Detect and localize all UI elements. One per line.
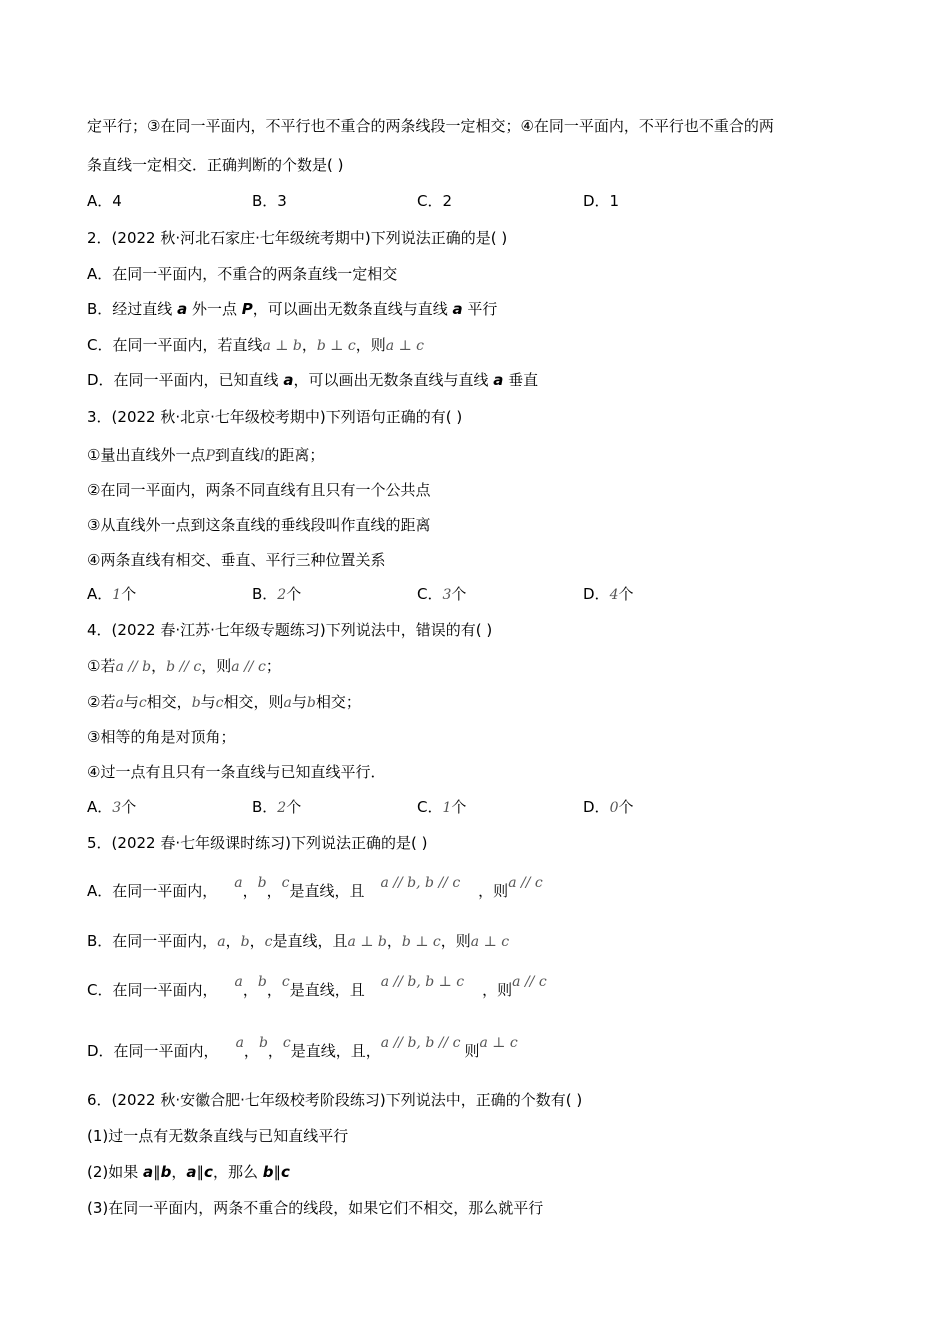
math-variable: c [138, 695, 147, 711]
q1-stem-line2: 条直线一定相交．正确判断的个数是( ) [87, 156, 344, 174]
math-variable: P [241, 300, 253, 318]
option-letter: B． [252, 585, 278, 603]
option-unit: 个 [121, 798, 137, 816]
text-segment: ②若 [87, 693, 116, 711]
math-variable: b [258, 1035, 268, 1051]
math-expression: a ⊥ c [385, 338, 425, 354]
option-letter: C． [417, 798, 443, 816]
math-number: 1 [442, 800, 452, 816]
math-variable: b [191, 695, 201, 711]
parallel-symbol: ∥ [153, 1163, 161, 1181]
option-unit: 个 [618, 798, 634, 816]
text-segment: 是直线，且 [272, 932, 348, 950]
text-segment: ，可以画出无数条直线与直线 [293, 371, 494, 389]
q3-option-d [583, 584, 634, 605]
q4-statement-2 [87, 692, 361, 713]
math-variable: a [186, 1163, 197, 1181]
text-segment: ，则 [201, 657, 232, 675]
math-variable: b [160, 1163, 172, 1181]
math-expression: a // c [508, 875, 543, 891]
text-segment: ， [225, 932, 241, 950]
math-variable: b [240, 934, 250, 950]
text-segment: ，可以画出无数条直线与直线 [252, 300, 453, 318]
parallel-symbol: ∥ [273, 1163, 281, 1181]
q3-statement-4: ④两条直线有相交、垂直、平行三种位置关系 [87, 551, 386, 569]
math-expression: b // c [166, 659, 202, 675]
q4-options [87, 797, 887, 817]
q2-option-a: A．在同一平面内，不重合的两条直线一定相交 [87, 265, 398, 283]
q4-option-b [252, 797, 301, 818]
math-variable: a [283, 695, 292, 711]
text-segment: 是直线，且， [290, 1042, 381, 1060]
text-segment: C．在同一平面内，若直线 [87, 336, 263, 354]
math-expression: a ⊥ b [347, 934, 387, 950]
q1-option-b: B．3 [252, 192, 287, 210]
text-segment: 垂直 [503, 371, 539, 389]
text-segment: A．在同一平面内， [87, 882, 218, 900]
math-variable: a [234, 875, 243, 891]
math-variable: c [280, 1163, 290, 1181]
q4-statement-4: ④过一点有且只有一条直线与已知直线平行． [87, 763, 386, 781]
math-number: 3 [442, 587, 452, 603]
text-segment: ； [265, 657, 281, 675]
q3-option-c [417, 584, 466, 605]
option-letter: A． [87, 585, 113, 603]
q3-option-a [87, 584, 136, 605]
option-unit: 个 [121, 585, 137, 603]
q1-option-c: C．2 [417, 192, 453, 210]
math-variable: a [493, 371, 504, 389]
q5-option-b [87, 931, 509, 952]
option-unit: 个 [618, 585, 634, 603]
q4-option-c [417, 797, 466, 818]
option-letter: B． [252, 798, 278, 816]
text-segment: B．在同一平面内， [87, 932, 218, 950]
text-segment: ， [301, 336, 317, 354]
text-segment: 相交，则 [223, 693, 284, 711]
option-unit: 个 [451, 798, 467, 816]
text-segment: 是直线，且 [289, 981, 365, 999]
q3-stem: 3．(2022 秋·北京·七年级校考期中)下列语句正确的有( ) [87, 408, 463, 426]
math-variable: a [143, 1163, 154, 1181]
math-expression: b ⊥ c [316, 338, 356, 354]
math-variable: a [283, 371, 294, 389]
q4-option-d [583, 797, 634, 818]
q2-option-c [87, 335, 424, 356]
text-segment: 是直线，且 [289, 882, 365, 900]
option-unit: 个 [286, 798, 302, 816]
math-variable: a [452, 300, 463, 318]
math-expression: a // b, b // c [380, 1035, 461, 1051]
q5-option-d: D．在同一平面内， a，b，c是直线，且，a // b, b // c 则a ⊥ c [87, 1035, 518, 1060]
q3-statement-1 [87, 445, 324, 466]
math-expression: a ⊥ b [262, 338, 302, 354]
option-letter: D． [583, 798, 610, 816]
text-segment: ， [249, 932, 265, 950]
parallel-symbol: ∥ [196, 1163, 205, 1181]
text-segment: 则 [464, 1042, 480, 1060]
option-letter: A． [87, 798, 113, 816]
math-expression: a // b, b ⊥ c [380, 974, 465, 990]
text-segment: 相交， [146, 693, 192, 711]
math-expression: a // c [231, 659, 266, 675]
text-segment: ， [171, 1163, 187, 1181]
q6-statement-2 [87, 1162, 290, 1182]
q1-stem-line1: 定平行；③在同一平面内，不平行也不重合的两条线段一定相交；④在同一平面内，不平行也不重合的两 [87, 117, 774, 135]
q3-statement-3: ③从直线外一点到这条直线的垂线段叫作直线的距离 [87, 516, 431, 534]
text-segment: ， [386, 932, 402, 950]
math-variable: c [281, 974, 290, 990]
text-segment: 与 [291, 693, 307, 711]
q2-option-b [87, 299, 497, 319]
text-segment: ，那么 [212, 1163, 263, 1181]
text-segment: 与 [123, 693, 139, 711]
math-number: 2 [277, 800, 287, 816]
math-number: 0 [609, 800, 619, 816]
q5-stem: 5．(2022 春·七年级课时练习)下列说法正确的是( ) [87, 834, 428, 852]
text-segment: 到直线 [214, 446, 260, 464]
option-unit: 个 [286, 585, 302, 603]
math-number: 1 [112, 587, 122, 603]
math-variable: P [205, 448, 215, 464]
math-variable: c [204, 1163, 213, 1181]
text-segment: D．在同一平面内， [87, 1042, 219, 1060]
option-letter: C． [417, 585, 443, 603]
math-variable: c [215, 695, 224, 711]
text-segment: 相交； [315, 693, 361, 711]
math-number: 2 [277, 587, 287, 603]
q4-option-a [87, 797, 136, 818]
math-number: 4 [609, 587, 619, 603]
q4-stem: 4．(2022 春·江苏·七年级专题练习)下列说法中，错误的有( ) [87, 621, 493, 639]
math-expression: a // b, b // c [380, 875, 461, 891]
q2-stem: 2．(2022 秋·河北石家庄·七年级统考期中)下列说法正确的是( ) [87, 229, 508, 247]
math-variable: b [262, 1163, 274, 1181]
text-segment: ， [151, 657, 167, 675]
text-segment: C．在同一平面内， [87, 981, 218, 999]
q3-options [87, 584, 887, 604]
option-unit: 个 [451, 585, 467, 603]
math-variable: a [234, 974, 243, 990]
text-segment: B．经过直线 [87, 300, 178, 318]
text-segment: 外一点 [187, 300, 242, 318]
math-expression: b ⊥ c [401, 934, 441, 950]
math-variable: a [235, 1035, 244, 1051]
option-letter: D． [583, 585, 610, 603]
math-variable: l [259, 448, 265, 464]
q1-option-a: A．4 [87, 192, 122, 210]
math-variable: a [177, 300, 188, 318]
math-variable: b [257, 875, 267, 891]
math-variable: c [282, 1035, 291, 1051]
q6-statement-3: (3)在同一平面内，两条不重合的线段，如果它们不相交，那么就平行 [87, 1199, 544, 1217]
text-segment: 的距离； [264, 446, 325, 464]
text-segment: ，则 [355, 336, 386, 354]
text-segment: D．在同一平面内，已知直线 [87, 371, 284, 389]
text-segment: ，则 [482, 981, 513, 999]
math-expression: a // b [115, 659, 152, 675]
q3-statement-2: ②在同一平面内，两条不同直线有且只有一个公共点 [87, 481, 431, 499]
math-variable: a [115, 695, 124, 711]
math-expression: a ⊥ c [470, 934, 510, 950]
q6-statement-1: (1)过一点有无数条直线与已知直线平行 [87, 1127, 349, 1145]
q3-option-b [252, 584, 301, 605]
text-segment: 平行 [462, 300, 498, 318]
text-segment: ①若 [87, 657, 116, 675]
q1-option-d: D．1 [583, 192, 620, 210]
math-expression: a // c [512, 974, 547, 990]
q5-option-c: C．在同一平面内， a，b，c是直线，且 a // b, b ⊥ c ，则a // c [87, 974, 547, 999]
q1-options [87, 191, 887, 211]
math-variable: b [306, 695, 316, 711]
text-segment: 与 [200, 693, 216, 711]
text-segment: (2)如果 [87, 1163, 144, 1181]
text-segment: ，则 [440, 932, 471, 950]
math-variable: a [217, 934, 226, 950]
q4-statement-3: ③相等的角是对顶角； [87, 728, 236, 746]
q5-option-a: A．在同一平面内， a，b，c是直线，且 a // b, b // c ，则a // c [87, 875, 543, 900]
math-variable: c [281, 875, 290, 891]
math-number: 3 [112, 800, 122, 816]
text-segment: ①量出直线外一点 [87, 446, 206, 464]
q2-option-d [87, 370, 538, 390]
math-variable: c [264, 934, 273, 950]
math-variable: b [257, 974, 267, 990]
q6-stem: 6．(2022 秋·安徽合肥·七年级校考阶段练习)下列说法中，正确的个数有( ) [87, 1091, 583, 1109]
math-expression: a ⊥ c [479, 1035, 518, 1051]
text-segment: ，则 [478, 882, 509, 900]
q4-statement-1 [87, 656, 281, 677]
